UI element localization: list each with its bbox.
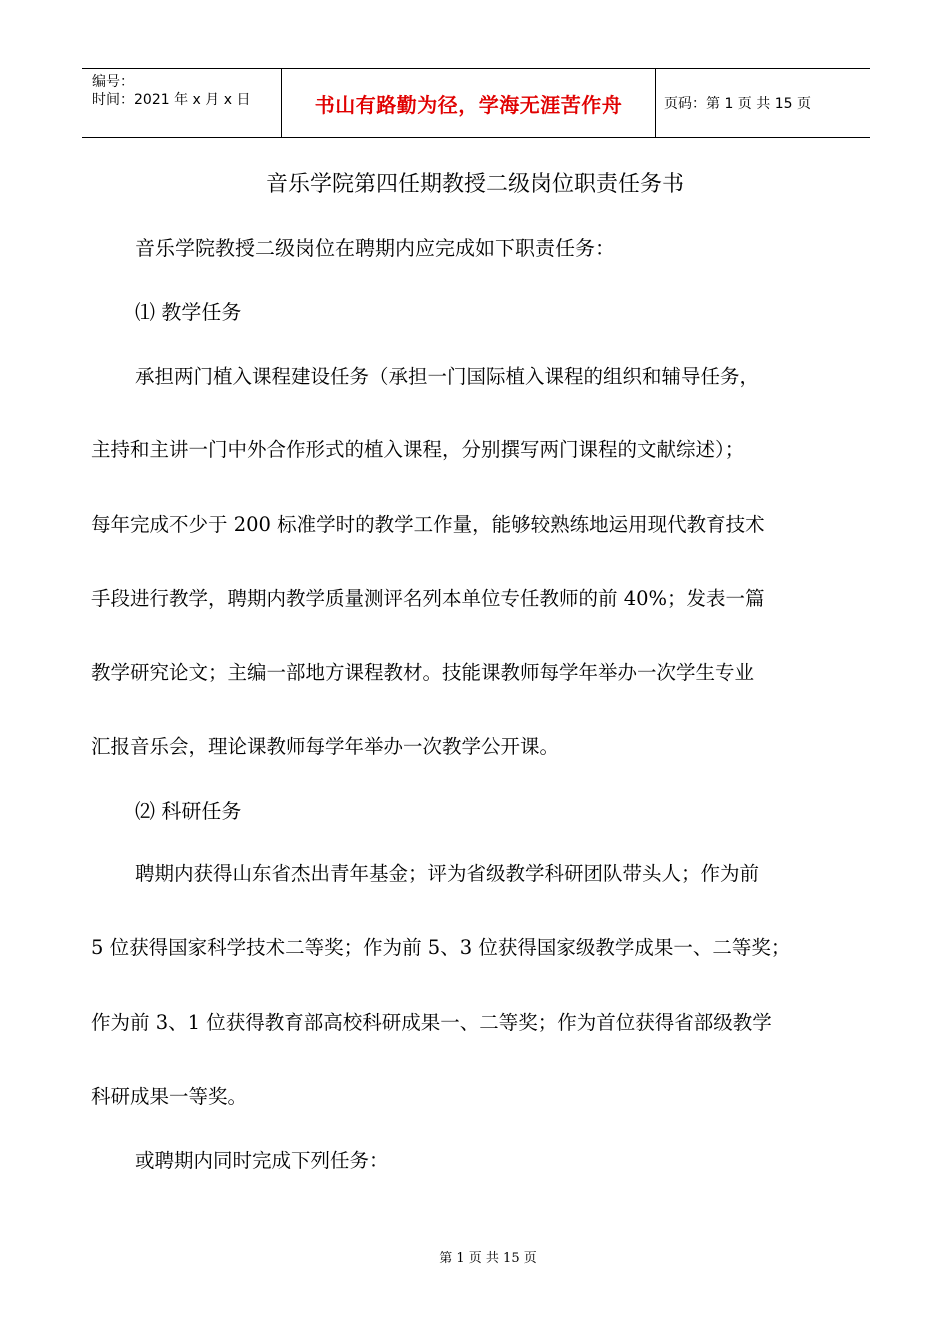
section2-line: 科研成果一等奖。 bbox=[91, 1085, 248, 1108]
document-title: 音乐学院第四任期教授二级岗位职责任务书 bbox=[265, 172, 684, 197]
section1-heading: ⑴ 教学任务 bbox=[135, 300, 242, 324]
number-label: 编号： bbox=[92, 74, 134, 90]
header-meta-cell bbox=[82, 69, 282, 137]
section1-line: 汇报音乐会，理论课教师每学年举办一次教学公开课。 bbox=[91, 735, 560, 758]
header-page-cell bbox=[656, 69, 870, 137]
closing-paragraph: 或聘期内同时完成下列任务： bbox=[135, 1149, 389, 1172]
section1-line: 手段进行教学，聘期内教学质量测评名列本单位专任教师的前 40%；发表一篇 bbox=[91, 587, 765, 610]
section1-line: 每年完成不少于 200 标准学时的教学工作量，能够较熟练地运用现代教育技术 bbox=[91, 513, 765, 536]
header-motto-cell bbox=[282, 69, 656, 137]
intro-paragraph: 音乐学院教授二级岗位在聘期内应完成如下职责任务： bbox=[135, 236, 615, 260]
motto-text: 书山有路勤为径，学海无涯苦作舟 bbox=[314, 92, 623, 117]
section2-heading: ⑵ 科研任务 bbox=[135, 799, 242, 823]
section1-line: 教学研究论文；主编一部地方课程教材。技能课教师每学年举办一次学生专业 bbox=[91, 661, 755, 684]
time-label: 时间：2021 年 x 月 x 日 bbox=[92, 92, 251, 108]
section1-line: 主持和主讲一门中外合作形式的植入课程，分别撰写两门课程的文献综述）； bbox=[91, 438, 745, 461]
header-table bbox=[82, 68, 870, 138]
section1-line: 承担两门植入课程建设任务（承担一门国际植入课程的组织和辅导任务， bbox=[135, 365, 760, 388]
section2-line: 聘期内获得山东省杰出青年基金；评为省级教学科研团队带头人；作为前 bbox=[135, 862, 760, 885]
page-info: 页码：第 1 页 共 15 页 bbox=[664, 96, 811, 112]
section2-line: 5 位获得国家科学技术二等奖；作为前 5、3 位获得国家级教学成果一、二等奖； bbox=[91, 936, 791, 959]
page-footer: 第 1 页 共 15 页 bbox=[439, 1251, 537, 1266]
section2-line: 作为前 3、1 位获得教育部高校科研成果一、二等奖；作为首位获得省部级教学 bbox=[91, 1011, 772, 1034]
